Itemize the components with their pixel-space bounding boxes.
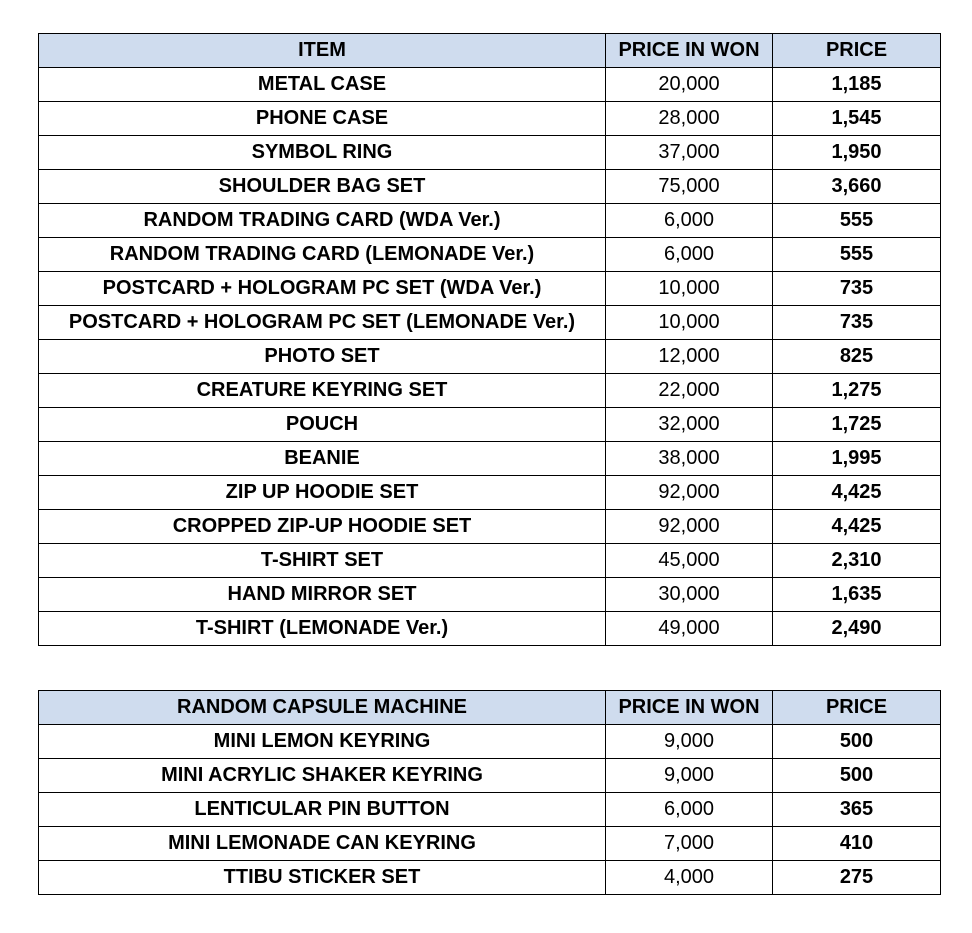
table-row <box>39 374 941 408</box>
price-in-won-cell: 10,000 <box>606 306 773 340</box>
price-in-won-cell: 38,000 <box>606 442 773 476</box>
price-cell: 735 <box>773 306 941 340</box>
item-name-cell: TTIBU STICKER SET <box>39 861 606 895</box>
price-cell: 1,635 <box>773 578 941 612</box>
column-header-random-capsule-machine: RANDOM CAPSULE MACHINE <box>39 691 606 725</box>
table-row <box>39 272 941 306</box>
item-name-cell: MINI LEMONADE CAN KEYRING <box>39 827 606 861</box>
header-row <box>39 691 941 725</box>
table-row <box>39 68 941 102</box>
item-name-cell: PHOTO SET <box>39 340 606 374</box>
item-name-cell: RANDOM TRADING CARD (LEMONADE Ver.) <box>39 238 606 272</box>
table-row <box>39 102 941 136</box>
table-row <box>39 861 941 895</box>
table-row <box>39 510 941 544</box>
table-row <box>39 442 941 476</box>
price-in-won-cell: 9,000 <box>606 759 773 793</box>
item-name-cell: LENTICULAR PIN BUTTON <box>39 793 606 827</box>
item-name-cell: MINI LEMON KEYRING <box>39 725 606 759</box>
table-row <box>39 612 941 646</box>
price-in-won-cell: 92,000 <box>606 510 773 544</box>
price-in-won-cell: 45,000 <box>606 544 773 578</box>
price-in-won-cell: 6,000 <box>606 238 773 272</box>
table-row <box>39 759 941 793</box>
item-name-cell: POSTCARD + HOLOGRAM PC SET (LEMONADE Ver.) <box>39 306 606 340</box>
price-cell: 4,425 <box>773 476 941 510</box>
price-in-won-cell: 4,000 <box>606 861 773 895</box>
column-header-price-in-won: PRICE IN WON <box>606 691 773 725</box>
item-name-cell: MINI ACRYLIC SHAKER KEYRING <box>39 759 606 793</box>
item-name-cell: HAND MIRROR SET <box>39 578 606 612</box>
price-in-won-cell: 9,000 <box>606 725 773 759</box>
capsule-table-header <box>39 691 941 725</box>
header-row <box>39 34 941 68</box>
price-cell: 1,995 <box>773 442 941 476</box>
price-cell: 500 <box>773 725 941 759</box>
price-in-won-cell: 49,000 <box>606 612 773 646</box>
column-header-item: ITEM <box>39 34 606 68</box>
price-in-won-cell: 6,000 <box>606 204 773 238</box>
price-cell: 3,660 <box>773 170 941 204</box>
item-name-cell: T-SHIRT (LEMONADE Ver.) <box>39 612 606 646</box>
item-name-cell: CROPPED ZIP-UP HOODIE SET <box>39 510 606 544</box>
table-row <box>39 136 941 170</box>
table-row <box>39 578 941 612</box>
price-cell: 4,425 <box>773 510 941 544</box>
merch-table-body <box>39 68 941 646</box>
price-cell: 555 <box>773 204 941 238</box>
item-name-cell: RANDOM TRADING CARD (WDA Ver.) <box>39 204 606 238</box>
price-cell: 1,950 <box>773 136 941 170</box>
price-in-won-cell: 12,000 <box>606 340 773 374</box>
price-in-won-cell: 30,000 <box>606 578 773 612</box>
item-name-cell: CREATURE KEYRING SET <box>39 374 606 408</box>
price-cell: 500 <box>773 759 941 793</box>
table-row <box>39 827 941 861</box>
table-row <box>39 306 941 340</box>
price-cell: 365 <box>773 793 941 827</box>
capsule-price-table <box>38 690 941 895</box>
table-row <box>39 238 941 272</box>
price-in-won-cell: 22,000 <box>606 374 773 408</box>
table-row <box>39 544 941 578</box>
price-in-won-cell: 92,000 <box>606 476 773 510</box>
price-cell: 1,545 <box>773 102 941 136</box>
item-name-cell: BEANIE <box>39 442 606 476</box>
item-name-cell: METAL CASE <box>39 68 606 102</box>
item-name-cell: SHOULDER BAG SET <box>39 170 606 204</box>
price-cell: 410 <box>773 827 941 861</box>
price-cell: 1,275 <box>773 374 941 408</box>
column-header-price-in-won: PRICE IN WON <box>606 34 773 68</box>
column-header-price: PRICE <box>773 34 941 68</box>
price-cell: 1,725 <box>773 408 941 442</box>
price-cell: 735 <box>773 272 941 306</box>
price-in-won-cell: 28,000 <box>606 102 773 136</box>
price-in-won-cell: 7,000 <box>606 827 773 861</box>
merch-price-table <box>38 33 941 646</box>
table-row <box>39 170 941 204</box>
price-in-won-cell: 6,000 <box>606 793 773 827</box>
item-name-cell: T-SHIRT SET <box>39 544 606 578</box>
price-in-won-cell: 20,000 <box>606 68 773 102</box>
price-cell: 555 <box>773 238 941 272</box>
price-in-won-cell: 37,000 <box>606 136 773 170</box>
price-cell: 2,490 <box>773 612 941 646</box>
item-name-cell: SYMBOL RING <box>39 136 606 170</box>
table-row <box>39 408 941 442</box>
price-cell: 2,310 <box>773 544 941 578</box>
table-row <box>39 725 941 759</box>
column-header-price: PRICE <box>773 691 941 725</box>
item-name-cell: POSTCARD + HOLOGRAM PC SET (WDA Ver.) <box>39 272 606 306</box>
price-in-won-cell: 75,000 <box>606 170 773 204</box>
item-name-cell: ZIP UP HOODIE SET <box>39 476 606 510</box>
price-cell: 1,185 <box>773 68 941 102</box>
price-in-won-cell: 32,000 <box>606 408 773 442</box>
table-row <box>39 476 941 510</box>
item-name-cell: PHONE CASE <box>39 102 606 136</box>
table-row <box>39 340 941 374</box>
price-cell: 275 <box>773 861 941 895</box>
table-row <box>39 204 941 238</box>
item-name-cell: POUCH <box>39 408 606 442</box>
price-cell: 825 <box>773 340 941 374</box>
merch-table-header <box>39 34 941 68</box>
price-in-won-cell: 10,000 <box>606 272 773 306</box>
table-row <box>39 793 941 827</box>
capsule-table-body <box>39 725 941 895</box>
